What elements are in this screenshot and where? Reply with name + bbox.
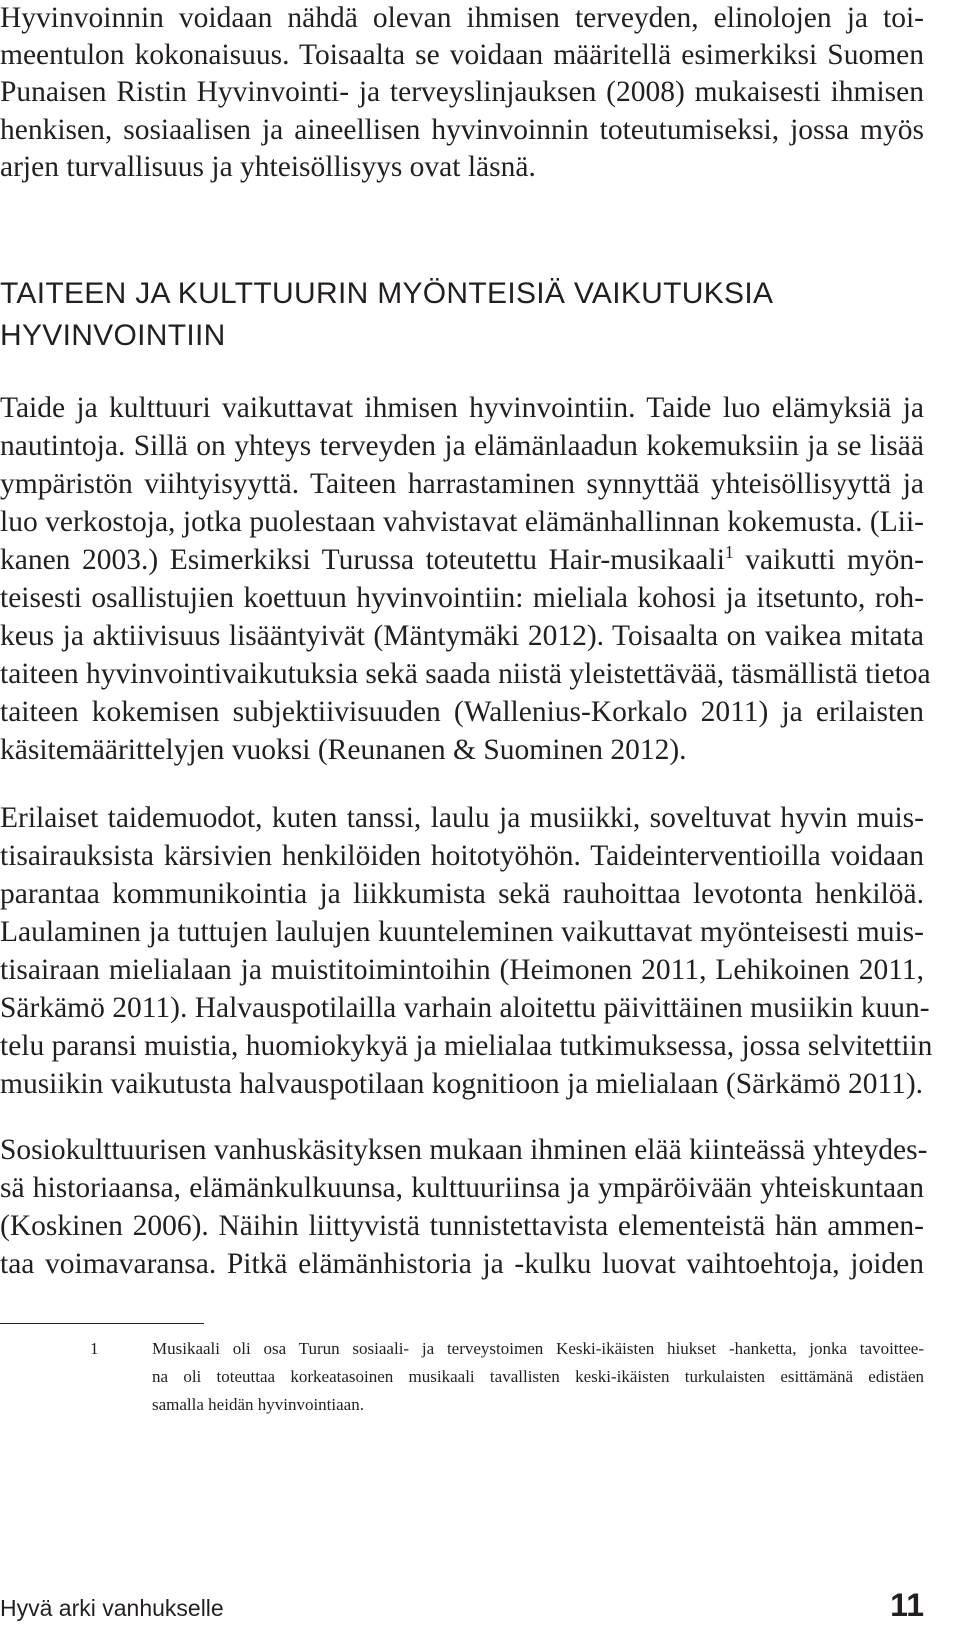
- footnote-number: 1: [90, 1339, 99, 1358]
- text-line: keus ja aktiivisuus lisääntyivät (Mäntymäki 2012). Toisaalta on vaikea mitata: [0, 620, 924, 652]
- text-line: Taide ja kulttuuri vaikuttavat ihmisen hyvinvointiin. Taide luo elämyksiä ja: [0, 392, 924, 424]
- text-segment: kanen 2003.) Esimerkiksi Turussa toteutettu Hair-musikaali: [0, 544, 725, 576]
- footnote-line: na oli toteuttaa korkeatasoinen musikaali tavallisten keski-ikäisten turkulaisten esittämänä edistäen: [152, 1367, 924, 1386]
- text-line: Hyvinvoinnin voidaan nähdä olevan ihmisen terveyden, elinolojen ja toi-: [0, 2, 924, 34]
- text-line: Särkämö 2011). Halvauspotilailla varhain aloitettu päivittäinen musiikin kuun-: [0, 992, 930, 1024]
- footnote-line: Musikaali oli osa Turun sosiaali- ja terveystoimen Keski-ikäisten hiukset -hanketta, jonka tavoittee-: [152, 1339, 924, 1358]
- text-line-with-footnote: [0, 542, 924, 578]
- text-line: taiteen kokemisen subjektiivisuuden (Wallenius-Korkalo 2011) ja erilaisten: [0, 696, 924, 728]
- text-line: taa voimavaransa. Pitkä elämänhistoria ja -kulku luovat vaihtoehtoja, joiden: [0, 1248, 924, 1280]
- text-line: tisairaan mielialaan ja muistitoimintoihin (Heimonen 2011, Lehikoinen 2011,: [0, 954, 924, 986]
- text-line: Punaisen Ristin Hyvinvointi- ja terveyslinjauksen (2008) mukaisesti ihmisen: [0, 76, 924, 108]
- section-heading-line-2: HYVINVOINTIIN: [0, 319, 226, 352]
- text-line: arjen turvallisuus ja yhteisöllisyys ovat läsnä.: [0, 151, 536, 183]
- text-line: Sosiokulttuurisen vanhuskäsityksen mukaan ihminen elää kiinteässä yhteydes-: [0, 1134, 928, 1166]
- text-line: sä historiaansa, elämänkulkuunsa, kulttuuriinsa ja ympäröivään yhteiskuntaan: [0, 1172, 924, 1204]
- text-segment: vaikutti myön-: [733, 544, 924, 576]
- text-line: Laulaminen ja tuttujen laulujen kuunteleminen vaikuttavat myönteisesti muis-: [0, 916, 924, 948]
- page-number: 11: [890, 1587, 924, 1623]
- running-footer-title: Hyvä arki vanhukselle: [0, 1595, 224, 1621]
- text-line: parantaa kommunikointia ja liikkumista sekä rauhoittaa levotonta henkilöä.: [0, 878, 924, 910]
- text-line: meentulon kokonaisuus. Toisaalta se voidaan määritellä esimerkiksi Suomen: [0, 39, 924, 71]
- footnote-line: samalla heidän hyvinvointiaan.: [152, 1395, 364, 1414]
- text-line: luo verkostoja, jotka puolestaan vahvistavat elämänhallinnan kokemusta. (Lii-: [0, 506, 924, 538]
- footnote-marker: 1: [724, 542, 734, 563]
- text-line: telu paransi muistia, huomiokykyä ja mielialaa tutkimuksessa, jossa selvitettiin: [0, 1030, 933, 1062]
- text-line: henkisen, sosiaalisen ja aineellisen hyvinvoinnin toteutumiseksi, jossa myös: [0, 114, 924, 146]
- section-heading-line-1: TAITEEN JA KULTTUURIN MYÖNTEISIÄ VAIKUTUKSIA: [0, 277, 774, 310]
- text-line: taiteen hyvinvointivaikutuksia sekä saada niistä yleistettävää, täsmällistä tietoa: [0, 658, 931, 690]
- text-line: nautintoja. Sillä on yhteys terveyden ja elämänlaadun kokemuksiin ja se lisää: [0, 430, 924, 462]
- text-line: musiikin vaikutusta halvauspotilaan kognitioon ja mielialaan (Särkämö 2011).: [0, 1068, 924, 1100]
- text-line: Erilaiset taidemuodot, kuten tanssi, laulu ja musiikki, soveltuvat hyvin muis-: [0, 802, 924, 834]
- text-line: (Koskinen 2006). Näihin liittyvistä tunnistettavista elementeistä hän ammen-: [0, 1210, 924, 1242]
- text-line: tisairauksista kärsivien henkilöiden hoitotyöhön. Taideinterventioilla voidaan: [0, 840, 924, 872]
- text-line: käsitemäärittelyjen vuoksi (Reunanen & Suominen 2012).: [0, 734, 687, 766]
- footnote-divider: [0, 1323, 204, 1324]
- text-line: ympäristön viihtyisyyttä. Taiteen harrastaminen synnyttää yhteisöllisyyttä ja: [0, 468, 924, 500]
- text-line: teisesti osallistujien koettuun hyvinvointiin: mieliala kohosi ja itsetunto, roh-: [0, 582, 924, 614]
